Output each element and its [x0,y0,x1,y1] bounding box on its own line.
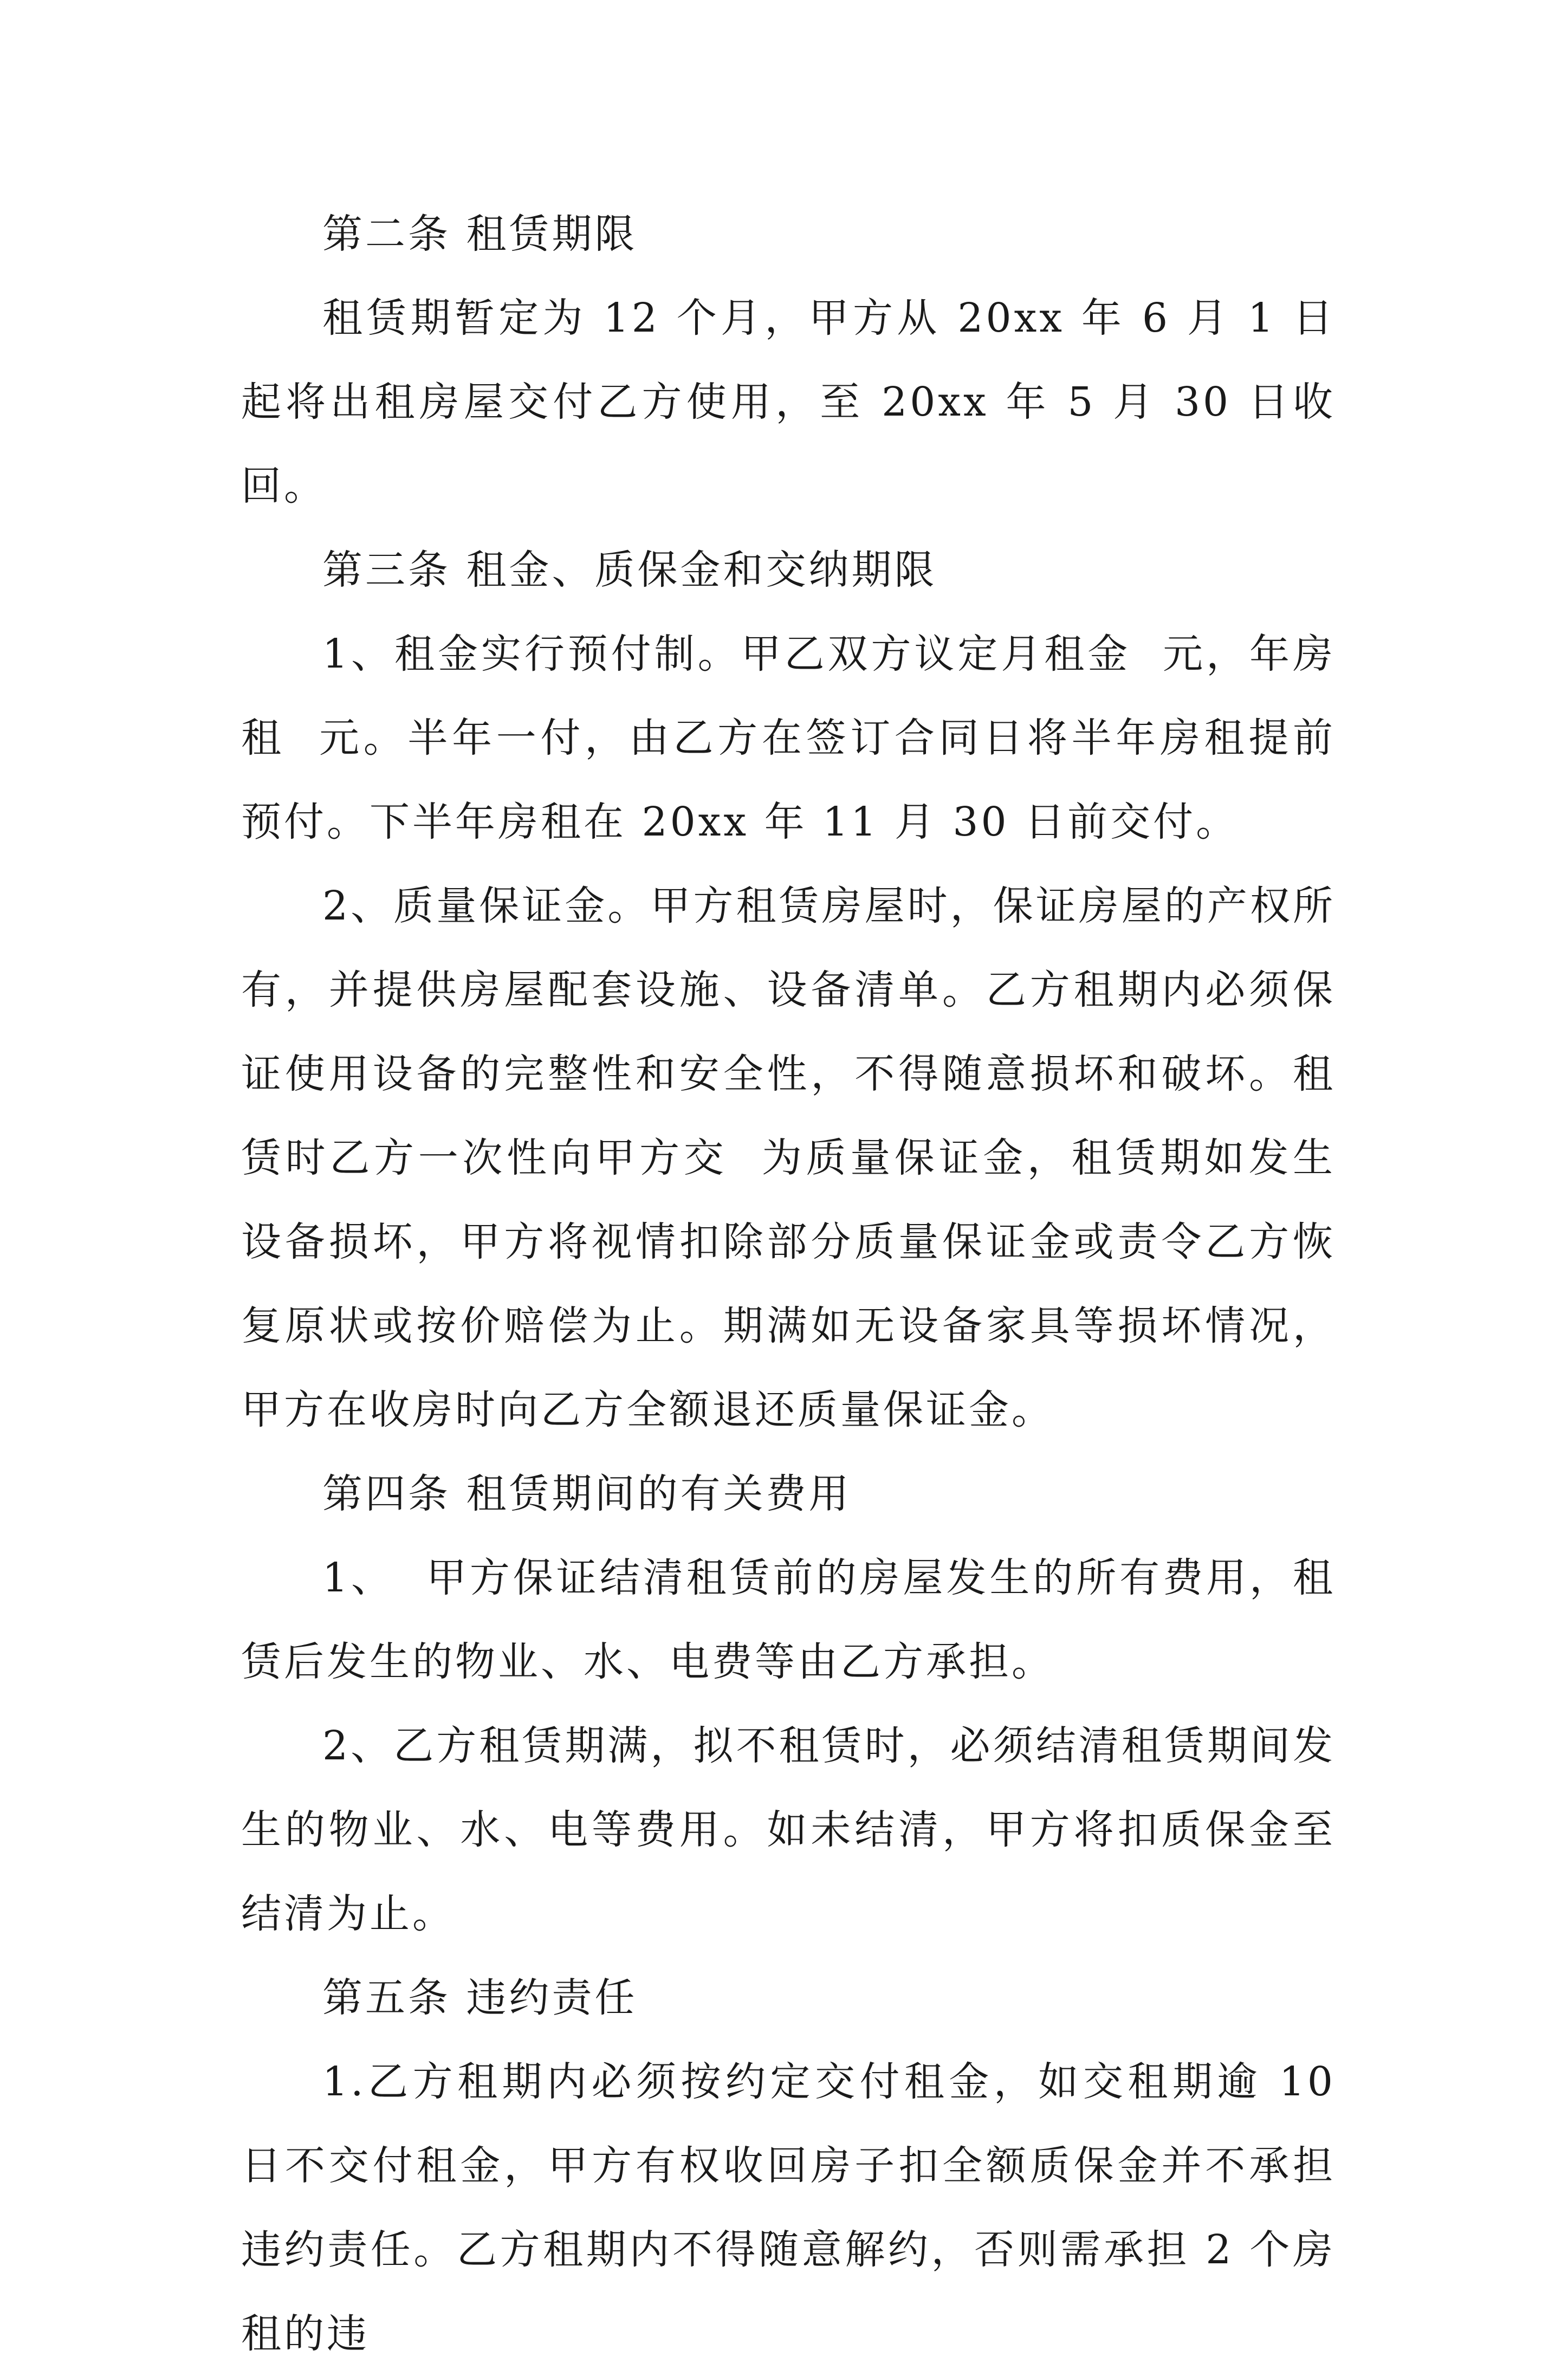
article-2-heading: 第二条 租赁期限 [322,211,638,257]
fees-paragraph-1: 1、 甲方保证结清租赁前的房屋发生的所有费用，租赁后发生的物业、水、电费等由乙方承担。 [241,1555,1336,1685]
rent-prepayment-paragraph: 1、租金实行预付制。甲乙双方议定月租金 元，年房租 元。半年一付，由乙方在签订合同日将半年房租提前预付。下半年房租在 20xx 年 11 月 30 日前交付。 [241,631,1336,845]
deposit-paragraph: 2、质量保证金。甲方租赁房屋时，保证房屋的产权所有，并提供房屋配套设施、设备清单。乙方租期内必须保证使用设备的完整性和安全性，不得随意损坏和破坏。租赁时乙方一次性向甲方交 为质量保证金，租赁期如发生设备损坏，甲方将视情扣除部分质量保证金或责令乙方恢复原状或按价赔偿为止。期满如无设备家具等损坏情况，甲方在收房时向乙方全额退还质量保证金。 [241,883,1336,1433]
article-3-heading: 第三条 租金、质保金和交纳期限 [322,547,937,593]
lease-term-paragraph: 租赁期暂定为 12 个月，甲方从 20xx 年 6 月 1 日起将出租房屋交付乙方使用，至 20xx 年 5 月 30 日收回。 [241,295,1336,509]
article-4-heading: 第四条 租赁期间的有关费用 [322,1471,852,1517]
contract-body [241,192,1351,2376]
breach-paragraph-1: 1.乙方租期内必须按约定交付租金，如交租期逾 10 日不交付租金，甲方有权收回房子扣全额质保金并不承担违约责任。乙方租期内不得随意解约，否则需承担 2 个房租的违 [241,2058,1351,2357]
fees-paragraph-2: 2、乙方租赁期满，拟不租赁时，必须结清租赁期间发生的物业、水、电等费用。如未结清，甲方将扣质保金至结清为止。 [241,1723,1336,1937]
article-5-heading: 第五条 违约责任 [322,1974,638,2021]
